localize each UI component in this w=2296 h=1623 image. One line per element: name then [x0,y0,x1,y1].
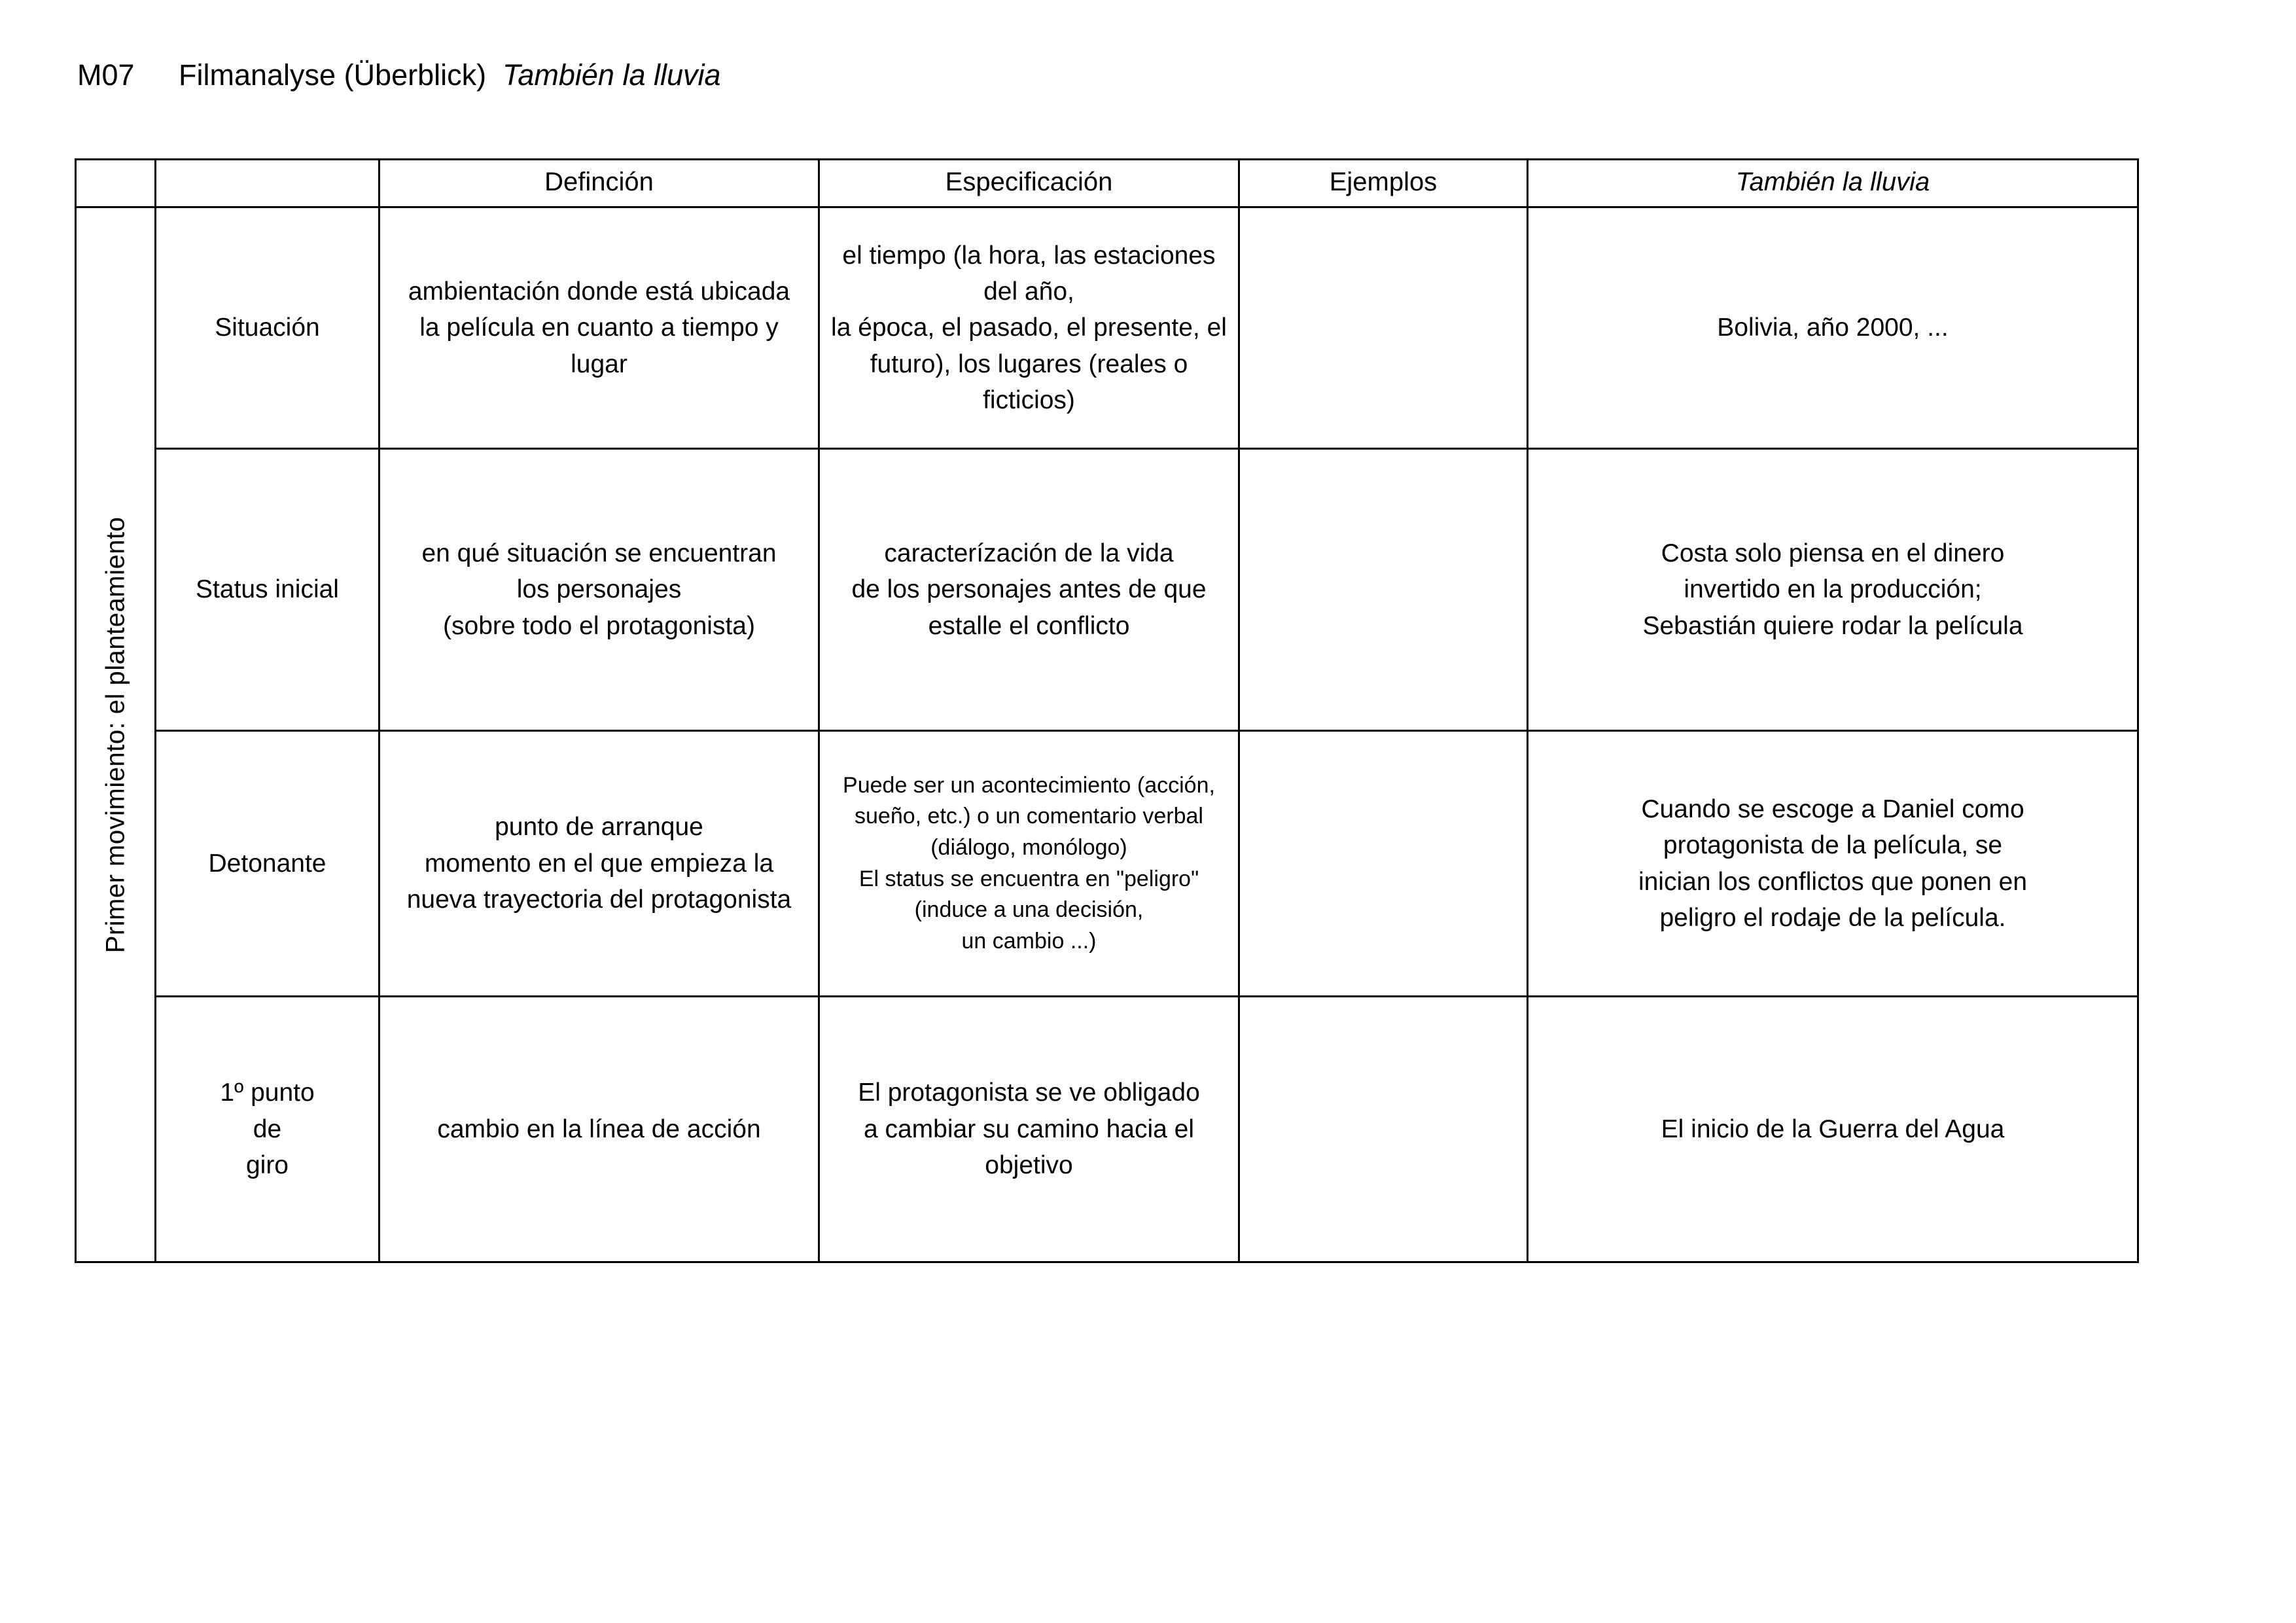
table-row [76,449,2138,731]
table-row [76,207,2138,449]
stage-name-primer-punto-de-giro [156,997,380,1262]
specification-situacion [819,207,1239,449]
definition-text: en qué situación se encuentran los personajes (sobre todo el protagonista) [421,539,777,640]
movement-spine-label: Primer movimiento: el planteamiento [101,516,130,953]
header-cell-spine [76,160,156,207]
stage-label: Detonante [208,849,327,878]
definition-text: cambio en la línea de acción [437,1115,761,1143]
header-cell-tambien-la-lluvia: También la lluvia [1528,160,2138,207]
specification-text: caracterízación de la vida de los personajes antes de que estalle el conflicto [851,539,1207,640]
stage-label: Situación [215,313,320,342]
film-title: También la lluvia [503,58,721,92]
examples-situacion [1239,207,1528,449]
film-status-inicial [1528,449,2138,731]
film-detonante [1528,731,2138,997]
film-text: Bolivia, año 2000, ... [1717,313,1949,342]
header-cell-definicion: Definción [380,160,819,207]
table-header-row [76,160,2138,207]
film-primer-punto-de-giro [1528,997,2138,1262]
definition-status-inicial [380,449,819,731]
specification-text: Puede ser un acontecimiento (acción, sueño, etc.) o un comentario verbal (diálogo, monólogo) El status se encuentra en "peligro" (induce a una decisión, un cambio ...) [843,772,1215,954]
examples-primer-punto-de-giro [1239,997,1528,1262]
stage-name-status-inicial [156,449,380,731]
definition-detonante [380,731,819,997]
film-situacion [1528,207,2138,449]
stage-label: Status inicial [196,575,339,604]
movement-spine-cell [76,207,156,1262]
stage-label: 1º punto de giro [220,1079,315,1180]
stage-name-situacion [156,207,380,449]
film-text: Costa solo piensa en el dinero invertido en la producción; Sebastián quiere rodar la película [1642,539,2023,640]
subject-title: Filmanalyse (Überblick) [179,58,487,92]
specification-text: El protagonista se ve obligado a cambiar su camino hacia el objetivo [858,1079,1200,1180]
definition-text: ambientación donde está ubicada la película en cuanto a tiempo y lugar [408,277,790,378]
definition-primer-punto-de-giro [380,997,819,1262]
table-row [76,731,2138,997]
table-row [76,997,2138,1262]
examples-detonante [1239,731,1528,997]
module-code: M07 [77,58,135,92]
specification-detonante [819,731,1239,997]
specification-status-inicial [819,449,1239,731]
specification-primer-punto-de-giro [819,997,1239,1262]
definition-text: punto de arranque momento en el que empieza la nueva trayectoria del protagonista [406,813,792,914]
header-cell-especificacion: Especificación [819,160,1239,207]
film-analysis-table [75,158,2139,1263]
film-text: El inicio de la Guerra del Agua [1661,1115,2005,1143]
stage-name-detonante [156,731,380,997]
header-cell-ejemplos: Ejemplos [1239,160,1528,207]
page-header [77,59,721,92]
definition-situacion [380,207,819,449]
specification-text: el tiempo (la hora, las estaciones del año, la época, el pasado, el presente, el futuro), los lugares (reales o ficticios) [831,241,1227,415]
examples-status-inicial [1239,449,1528,731]
header-cell-stage [156,160,380,207]
film-text: Cuando se escoge a Daniel como protagonista de la película, se inician los conflictos que ponen en peligro el rodaje de la película. [1638,794,2028,932]
